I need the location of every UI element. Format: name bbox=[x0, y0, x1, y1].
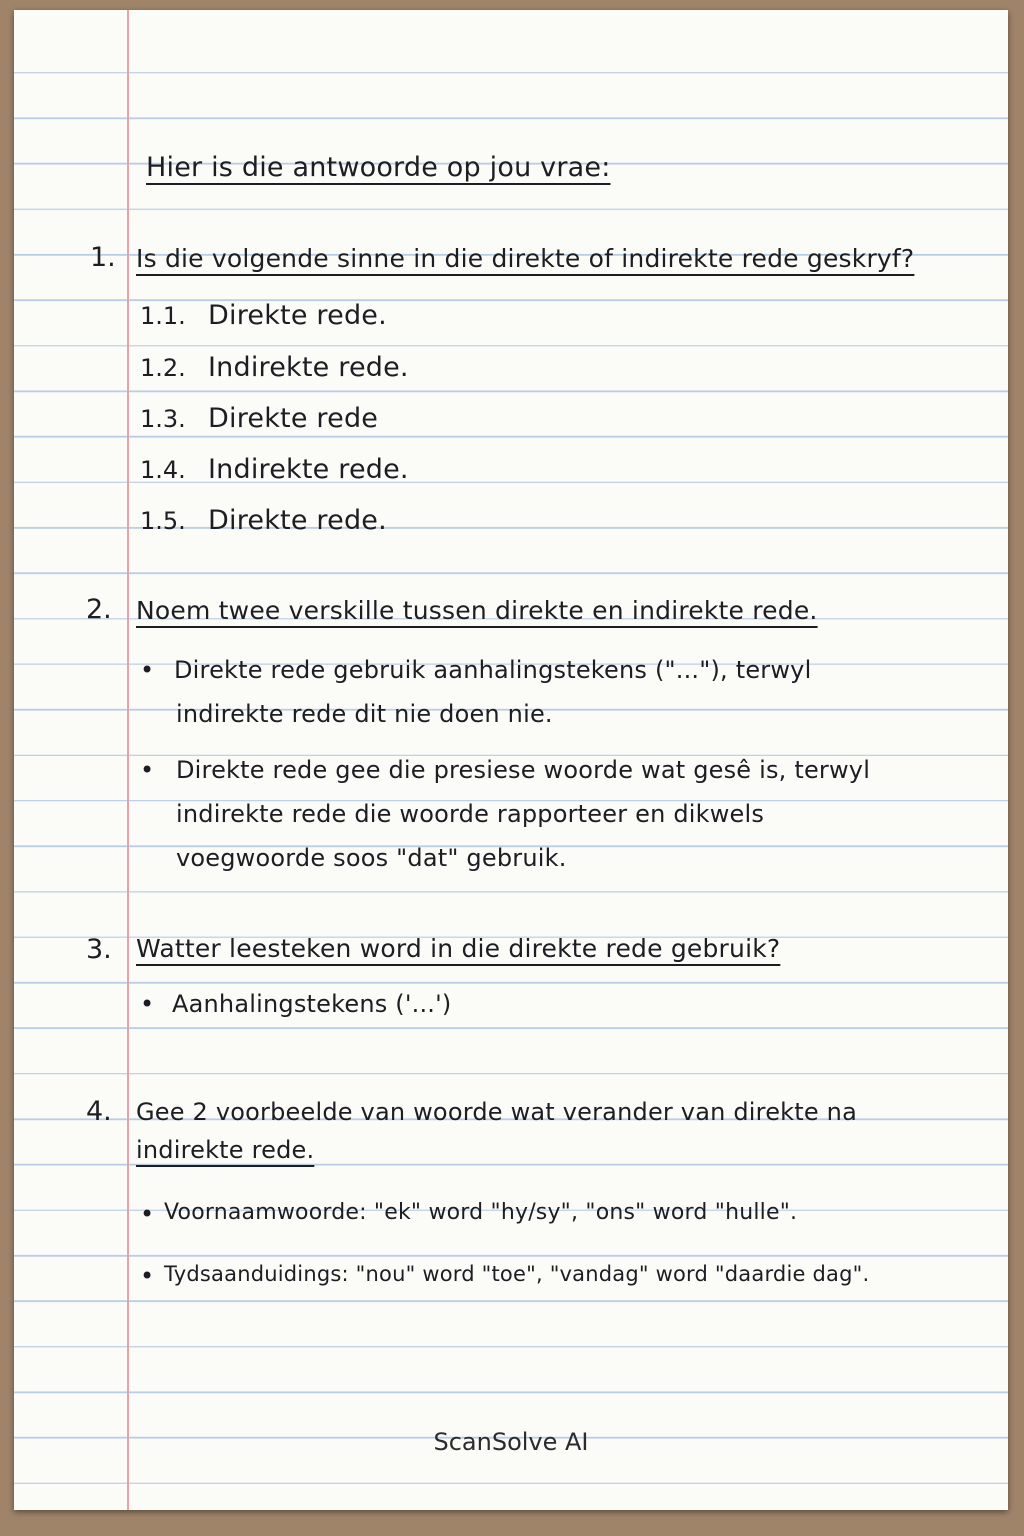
question-3-bullet: Aanhalingstekens ('...') bbox=[172, 990, 452, 1018]
question-2-bullet-2-line-1: Direkte rede gee die presiese woorde wat gesê is, terwyl bbox=[176, 756, 871, 784]
bullet-icon: • bbox=[140, 1262, 155, 1290]
question-4-text-line-2: indirekte rede. bbox=[136, 1136, 315, 1164]
margin-line bbox=[127, 10, 129, 1510]
answer-1-1-number: 1.1. bbox=[140, 302, 186, 330]
question-1-text: Is die volgende sinne in die direkte of indirekte rede geskryf? bbox=[136, 244, 915, 273]
question-3-text: Watter leesteken word in die direkte rede gebruik? bbox=[136, 934, 781, 963]
question-4-bullet-2: Tydsaanduidings: "nou" word "toe", "vandag" word "daardie dag". bbox=[164, 1262, 870, 1286]
question-2-bullet-2-line-2: indirekte rede die woorde rapporteer en dikwels bbox=[176, 800, 765, 828]
question-2-bullet-2-line-3: voegwoorde soos "dat" gebruik. bbox=[176, 844, 567, 872]
bullet-icon: • bbox=[140, 1200, 155, 1228]
question-1-number: 1. bbox=[90, 242, 116, 273]
question-3-number: 3. bbox=[86, 934, 112, 965]
question-2-bullet-1-line-2: indirekte rede dit nie doen nie. bbox=[176, 700, 553, 728]
question-4-bullet-1: Voornaamwoorde: "ek" word "hy/sy", "ons" word "hulle". bbox=[164, 1200, 798, 1225]
answer-1-5-number: 1.5. bbox=[140, 507, 186, 535]
answer-1-4-number: 1.4. bbox=[140, 456, 186, 484]
question-2-text: Noem twee verskille tussen direkte en indirekte rede. bbox=[136, 596, 818, 625]
footer-brand: ScanSolve AI bbox=[433, 1428, 589, 1456]
question-2-number: 2. bbox=[86, 594, 112, 625]
bullet-icon: • bbox=[140, 656, 155, 684]
question-4-text-line-1: Gee 2 voorbeelde van woorde wat verander van direkte na bbox=[136, 1098, 857, 1126]
answer-1-5-text: Direkte rede. bbox=[208, 505, 387, 536]
answer-1-3-number: 1.3. bbox=[140, 405, 186, 433]
question-2-bullet-1-line-1: Direkte rede gebruik aanhalingstekens ("..."), terwyl bbox=[174, 656, 812, 684]
bullet-icon: • bbox=[140, 990, 155, 1018]
bullet-icon: • bbox=[140, 756, 155, 784]
question-4-number: 4. bbox=[86, 1096, 112, 1127]
answer-1-2-text: Indirekte rede. bbox=[208, 352, 409, 383]
answer-1-1-text: Direkte rede. bbox=[208, 300, 387, 331]
answer-1-3-text: Direkte rede bbox=[208, 403, 379, 434]
answer-1-2-number: 1.2. bbox=[140, 354, 186, 382]
intro-heading: Hier is die antwoorde op jou vrae: bbox=[146, 152, 611, 183]
answer-1-4-text: Indirekte rede. bbox=[208, 454, 409, 485]
notebook-page bbox=[14, 10, 1008, 1510]
